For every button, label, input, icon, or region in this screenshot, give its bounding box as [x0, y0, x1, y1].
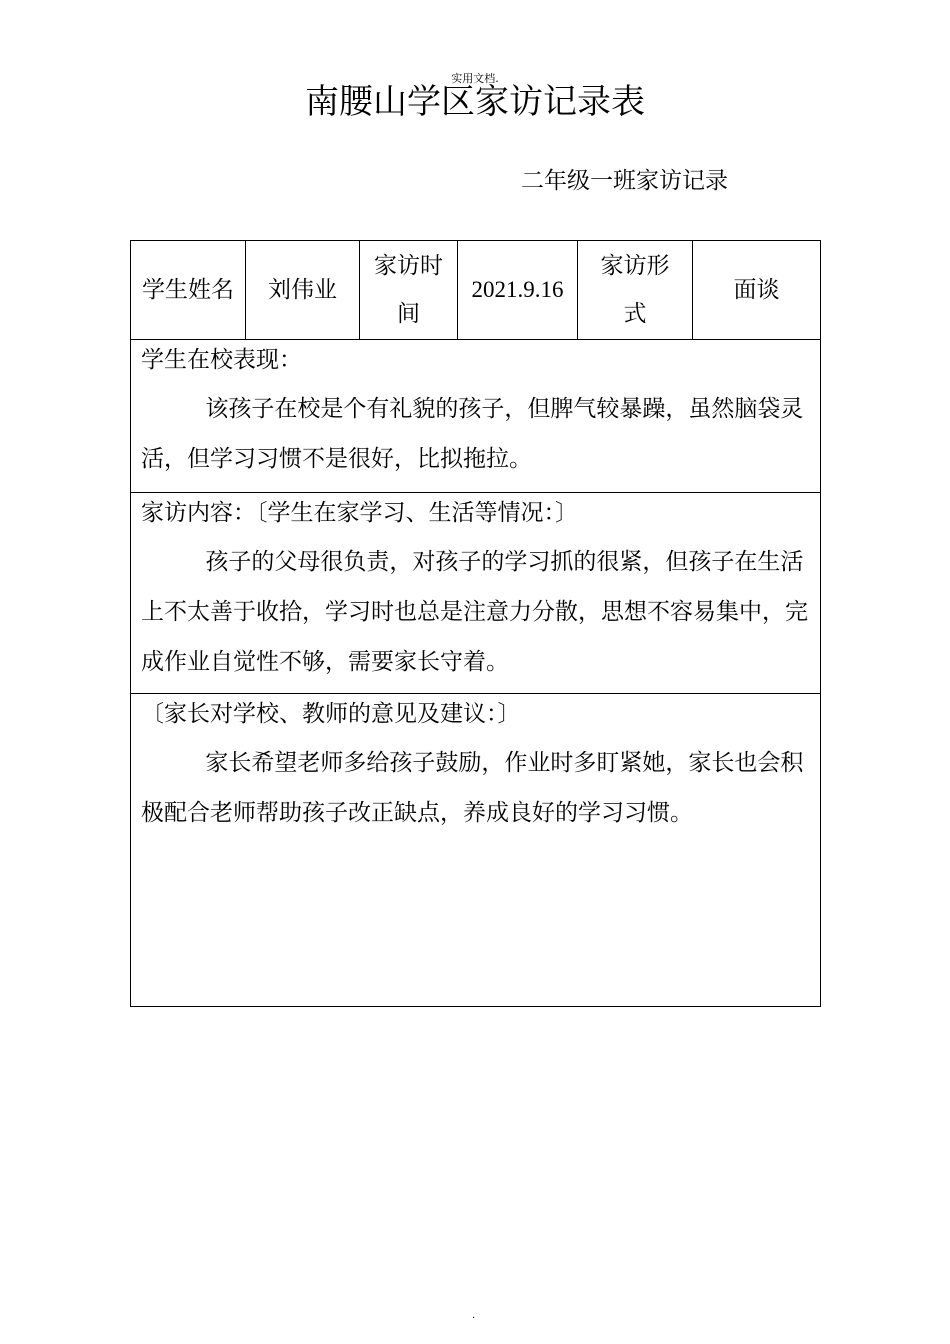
- school-performance-row: [131, 340, 821, 493]
- footer-mark: .: [472, 1310, 476, 1321]
- parent-suggestion-row: [131, 694, 821, 1007]
- visit-time-label: [360, 241, 458, 340]
- visit-time-label-line2: 间: [397, 301, 420, 327]
- page-title: 南腰山学区家访记录表: [305, 82, 645, 122]
- visit-form-label-line2: 式: [623, 301, 647, 327]
- visit-content-heading: 家访内容：〔学生在家学习、生活等情况：〕: [141, 500, 578, 526]
- visit-record-table: [130, 240, 821, 1007]
- visit-content-row: [131, 493, 821, 694]
- parent-suggestion-text: 家长希望老师多给孩子鼓励，作业时多盯紧她，家长也会积极配合老师帮助孩子改正缺点，养成良好的学习习惯。: [141, 750, 804, 826]
- school-performance-heading: 学生在校表现：: [141, 347, 302, 373]
- school-performance-section: [131, 340, 821, 493]
- parent-suggestion-heading: 〔家长对学校、教师的意见及建议：〕: [141, 701, 521, 727]
- header-row: [131, 241, 821, 340]
- visit-content-section: [131, 493, 821, 694]
- visit-time-label-line1: 家访时: [374, 253, 443, 279]
- student-name-value: 刘伟业: [246, 241, 360, 340]
- parent-suggestion-section: [131, 694, 821, 1007]
- student-name-label: 学生姓名: [131, 241, 246, 340]
- visit-form-value: 面谈: [693, 241, 821, 340]
- visit-time-value: 2021.9.16: [458, 241, 578, 340]
- class-subtitle: 二年级一班家访记录: [521, 168, 728, 194]
- visit-content-text: 孩子的父母很负责，对孩子的学习抓的很紧，但孩子在生活上不太善于收拾，学习时也总是注意力分散，思想不容易集中，完成作业自觉性不够，需要家长守着。: [141, 549, 808, 675]
- visit-form-label: [578, 241, 693, 340]
- watermark-text: 实用文档.: [451, 72, 499, 85]
- visit-form-label-line1: 家访形: [600, 253, 670, 279]
- school-performance-text: 该孩子在校是个有礼貌的孩子，但脾气较暴躁，虽然脑袋灵活，但学习习惯不是很好，比拟拖拉。: [141, 396, 804, 472]
